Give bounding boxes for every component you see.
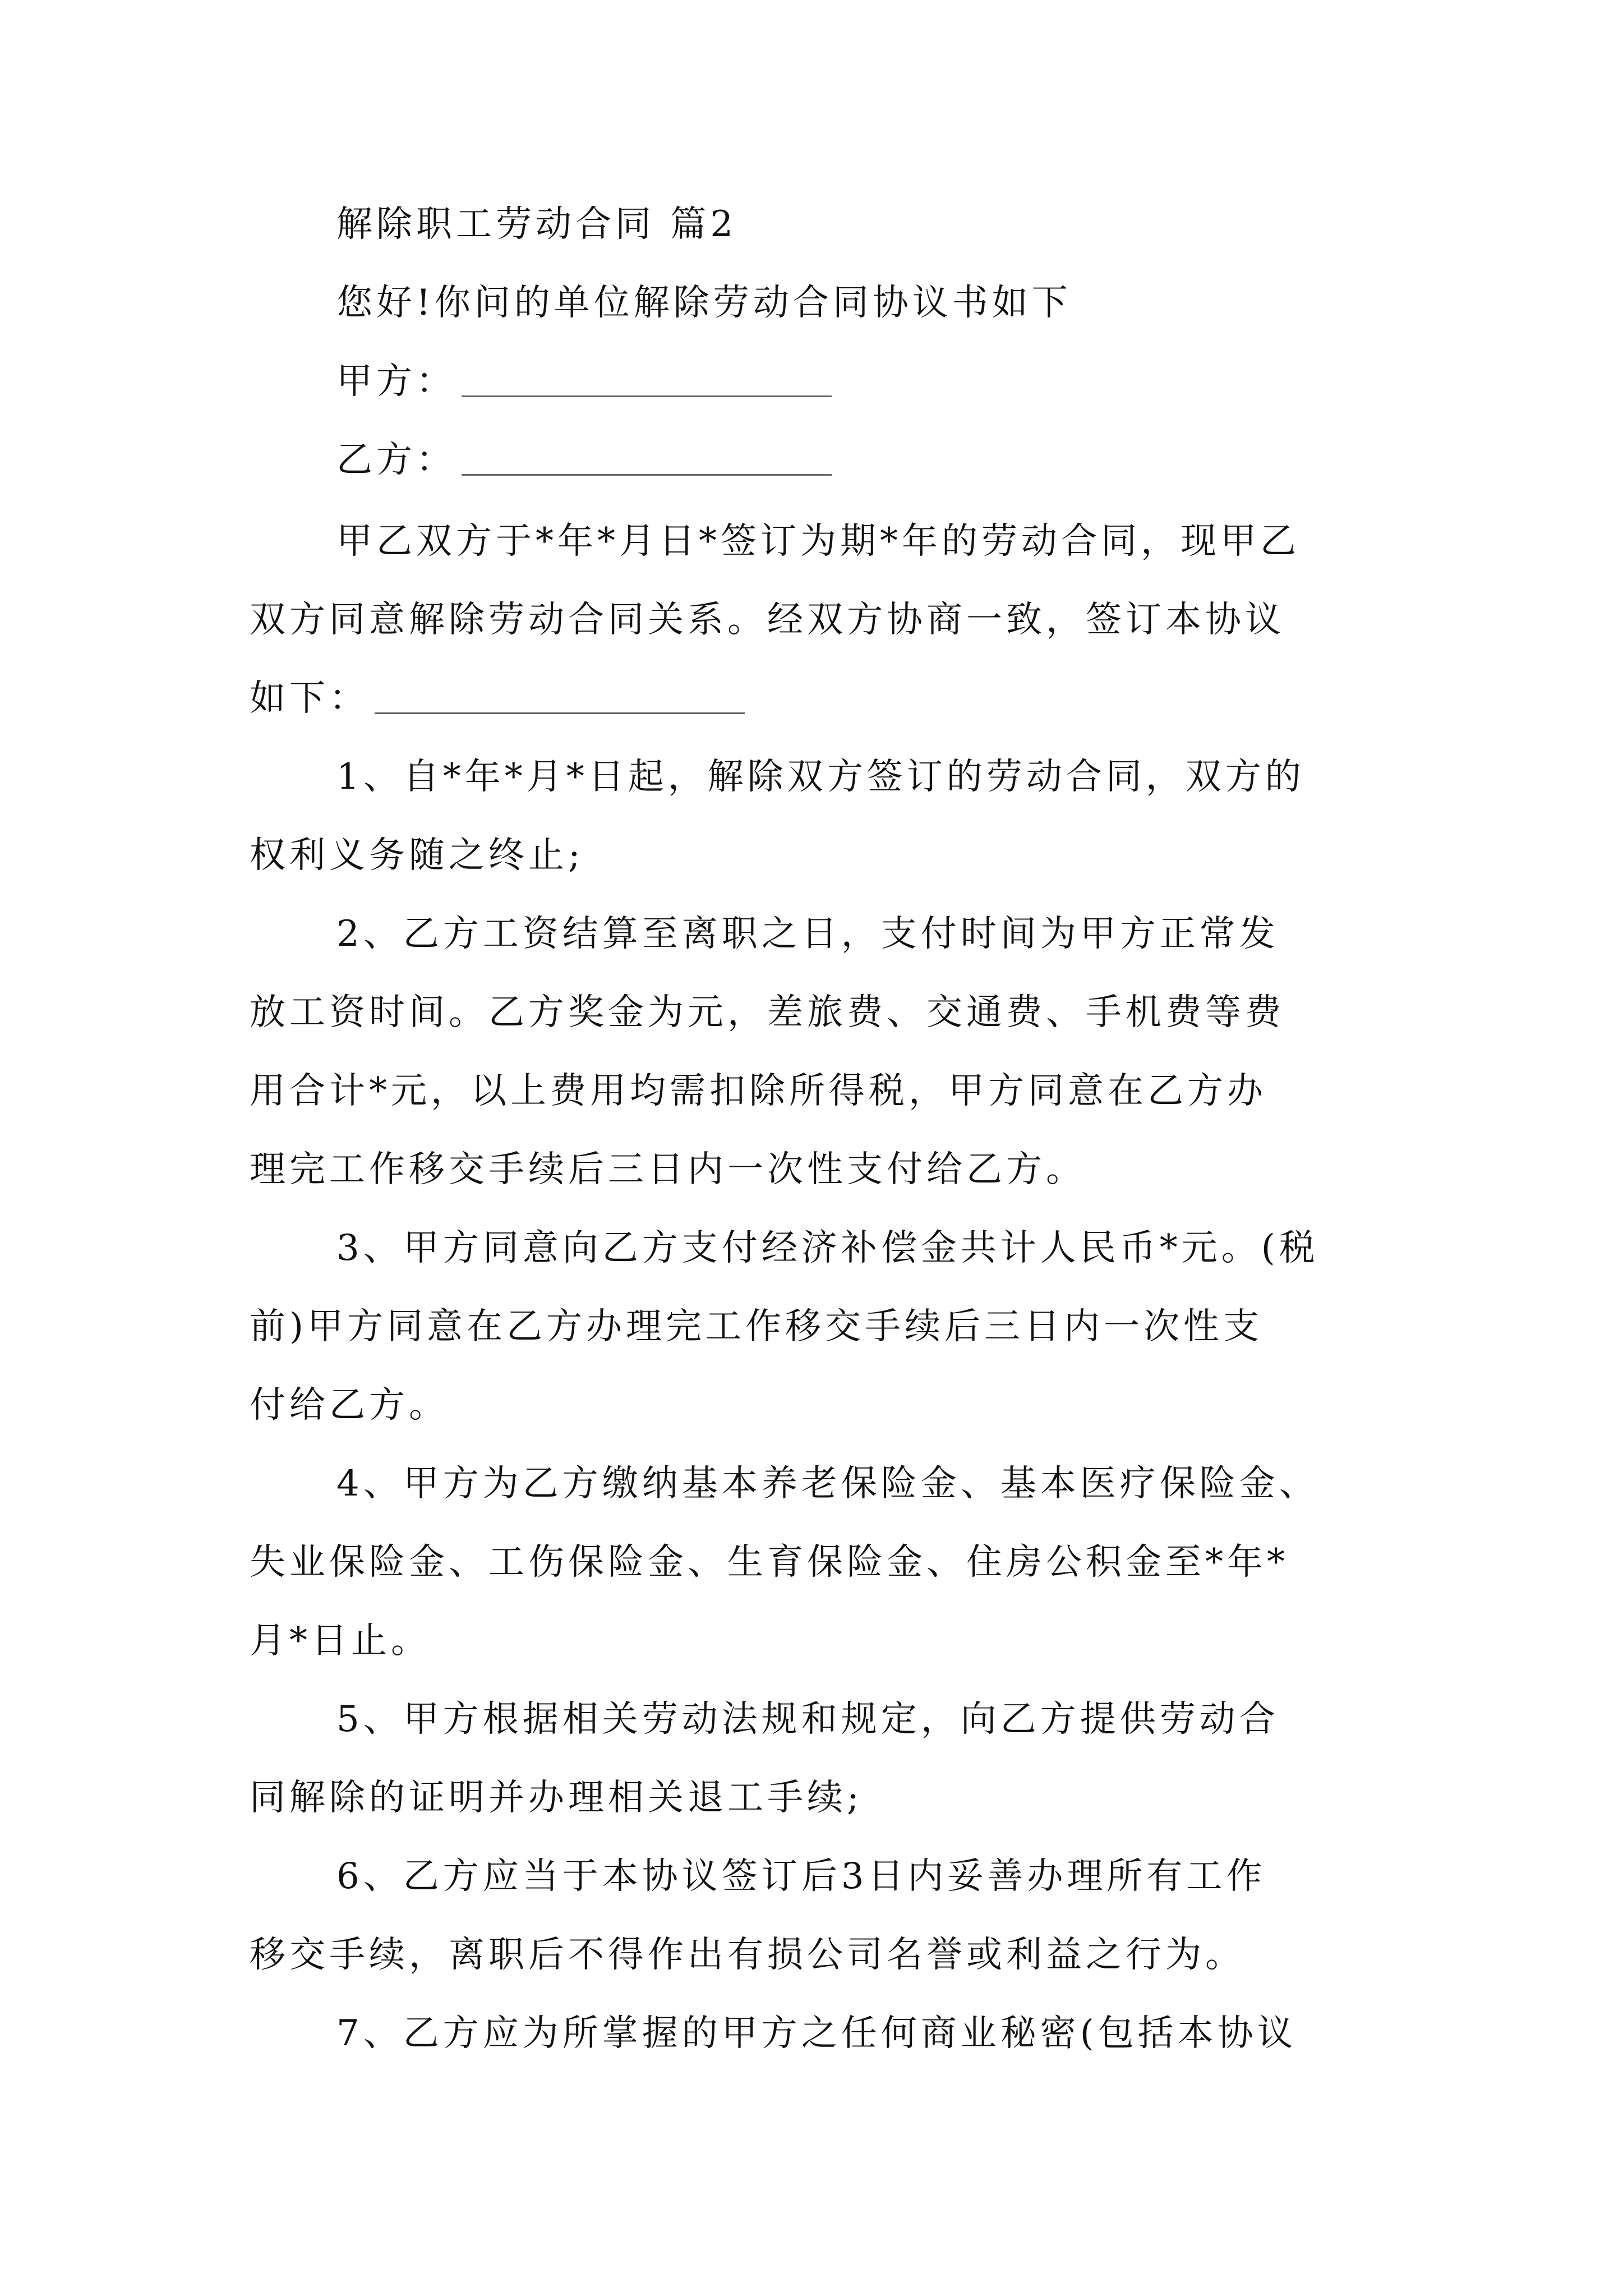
party-a-label: 甲方：	[336, 361, 456, 402]
party-b-blank	[462, 472, 832, 476]
clause-3-line-2: 前)甲方同意在乙方办理完工作移交手续后三日内一次性支	[250, 1306, 1263, 1347]
clause-3-line-1: 3、甲方同意向乙方支付经济补偿金共计人民币*元。(税	[336, 1227, 1319, 1269]
intro-line-3	[250, 673, 1623, 724]
party-a-blank	[462, 393, 832, 397]
clause-6-line-1: 6、乙方应当于本协议签订后3日内妥善办理所有工作	[336, 1856, 1266, 1897]
intro-line-1: 甲乙双方于*年*月日*签订为期*年的劳动合同，现甲乙	[336, 521, 1300, 562]
intro-label: 如下：	[250, 678, 369, 719]
party-b-line	[336, 435, 1623, 485]
clause-2-line-3: 用合计*元，以上费用均需扣除所得税，甲方同意在乙方办	[250, 1070, 1267, 1112]
clause-1-line-1: 1、自*年*月*日起，解除双方签订的劳动合同，双方的	[336, 756, 1305, 798]
greeting-line: 您好!你问的单位解除劳动合同协议书如下	[336, 282, 1072, 324]
clause-7-line-1: 7、乙方应为所掌握的甲方之任何商业秘密(包括本协议	[336, 2013, 1297, 2054]
intro-blank	[375, 710, 745, 714]
clause-3-line-3: 付给乙方。	[250, 1384, 449, 1426]
clause-2-line-1: 2、乙方工资结算至离职之日，支付时间为甲方正常发	[336, 913, 1279, 955]
clause-6-line-2: 移交手续，离职后不得作出有损公司名誉或利益之行为。	[250, 1934, 1245, 1976]
clause-5-line-1: 5、甲方根据相关劳动法规和规定，向乙方提供劳动合	[336, 1699, 1279, 1740]
intro-line-2: 双方同意解除劳动合同关系。经双方协商一致，签订本协议	[250, 599, 1285, 641]
clause-2-line-2: 放工资时间。乙方奖金为元，差旅费、交通费、手机费等费	[250, 992, 1285, 1033]
clause-5-line-2: 同解除的证明并办理相关退工手续;	[250, 1777, 863, 1819]
clause-2-line-4: 理完工作移交手续后三日内一次性支付给乙方。	[250, 1149, 1086, 1190]
clause-4-line-2: 失业保险金、工伤保险金、生育保险金、住房公积金至*年*	[250, 1542, 1289, 1583]
section-title: 解除职工劳动合同 篇2	[336, 204, 737, 245]
clause-4-line-1: 4、甲方为乙方缴纳基本养老保险金、基本医疗保险金、	[336, 1463, 1319, 1504]
clause-4-line-3: 月*日止。	[250, 1620, 431, 1662]
party-a-line	[336, 356, 1623, 407]
clause-1-line-2: 权利义务随之终止;	[250, 835, 584, 876]
party-b-label: 乙方：	[336, 439, 456, 481]
